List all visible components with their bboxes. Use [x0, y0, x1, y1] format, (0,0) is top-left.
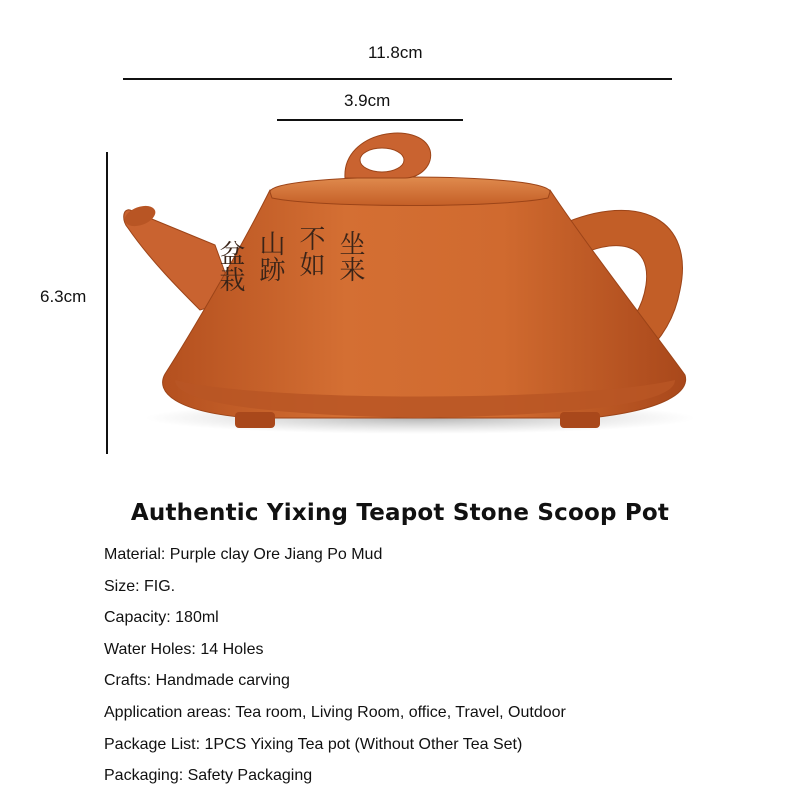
width-dimension-label: 11.8cm	[368, 43, 423, 62]
product-title: Authentic Yixing Teapot Stone Scoop Pot	[130, 500, 670, 526]
foot	[560, 412, 600, 428]
teapot-image	[120, 130, 700, 460]
spec-water-holes: Water Holes: 14 Holes	[104, 640, 264, 658]
spec-packaging: Packaging: Safety Packaging	[104, 767, 313, 785]
calligraphy-col-1: 盆栽	[215, 240, 245, 292]
height-dimension-line	[106, 152, 108, 454]
foot	[235, 412, 275, 428]
calligraphy-col-4: 坐来	[335, 230, 365, 282]
lid-dimension-line	[277, 119, 463, 121]
spec-package-list: Package List: 1PCS Yixing Tea pot (Without Other Tea Set)	[104, 735, 523, 753]
spec-list	[104, 544, 566, 797]
spec-application-areas: Application areas: Tea room, Living Room, office, Travel, Outdoor	[104, 703, 566, 721]
lid-dimension-label: 3.9cm	[344, 91, 391, 110]
lid	[270, 177, 550, 206]
height-dimension-label: 6.3cm	[40, 287, 87, 306]
calligraphy-col-2: 山跡	[255, 230, 285, 282]
spec-crafts: Crafts: Handmade carving	[104, 672, 290, 690]
calligraphy-col-3: 不如	[295, 225, 325, 277]
spec-capacity: Capacity: 180ml	[104, 609, 219, 627]
spec-size: Size: FIG.	[104, 577, 176, 595]
width-dimension-line	[123, 78, 672, 80]
teapot-illustration	[120, 130, 700, 460]
spec-material: Material: Purple clay Ore Jiang Po Mud	[104, 546, 383, 563]
